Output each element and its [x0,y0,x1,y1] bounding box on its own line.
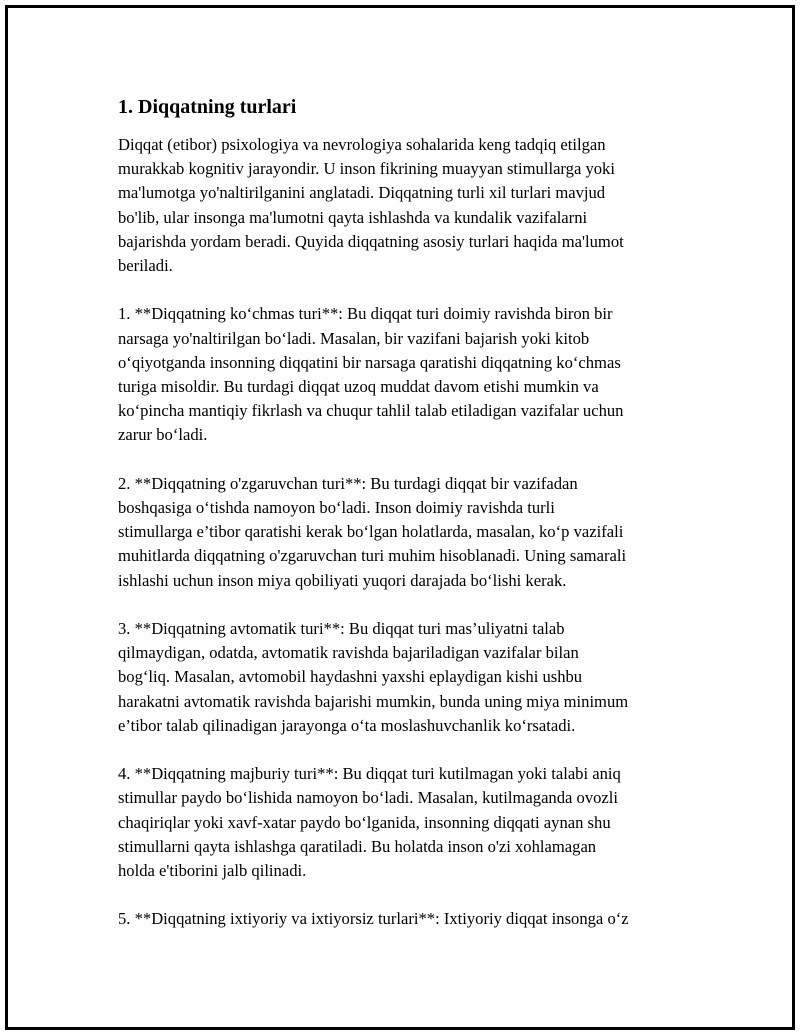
list-item-paragraph [118,907,688,931]
document-body [118,93,688,956]
paragraph-line: bo'lib, ular insonga ma'lumotni qayta ishlashda va kundalik vazifalarni [118,207,588,227]
paragraph-line: 2. **Diqqatning o'zgaruvchan turi**: Bu turdagi diqqat bir vazifadan [118,473,578,493]
paragraph-line: ishlashi uchun inson miya qobiliyati yuqori darajada bo‘lishi kerak. [118,570,567,590]
list-item-paragraph [118,762,688,883]
paragraph-line: bog‘liq. Masalan, avtomobil haydashni yaxshi eplaydigan kishi ushbu [118,667,583,687]
paragraph-line: qilmaydigan, odatda, avtomatik ravishda bajariladigan vazifalar bilan [118,643,579,663]
list-item-paragraph [118,302,688,447]
paragraph-line: ko‘pincha mantiqiy fikrlash va chuqur tahlil talab etiladigan vazifalar uchun [118,401,624,421]
section-heading: 1. Diqqatning turlari [118,96,297,118]
paragraph-line: murakkab kognitiv jarayondir. U inson fikrining muayyan stimullarga yoki [118,159,615,179]
paragraph-line: e’tibor talab qilinadigan jarayonga o‘ta moslashuvchanlik ko‘rsatadi. [118,715,576,735]
paragraph-line: 4. **Diqqatning majburiy turi**: Bu diqqat turi kutilmagan yoki talabi aniq [118,764,621,784]
paragraph-line: stimullarni qayta ishlashga qaratiladi. Bu holatda inson o'zi xohlamagan [118,836,597,856]
paragraph-line: 5. **Diqqatning ixtiyoriy va ixtiyorsiz turlari**: Ixtiyoriy diqqat insonga o‘z [118,909,629,929]
paragraph-line: beriladi. [118,256,173,276]
list-item-paragraph [118,472,688,593]
paragraph-line: boshqasiga o‘tishda namoyon bo‘ladi. Inson doimiy ravishda turli [118,498,555,518]
paragraph-line: zarur bo‘ladi. [118,425,208,445]
paragraph-line: 3. **Diqqatning avtomatik turi**: Bu diqqat turi mas’uliyatni talab [118,619,565,639]
intro-paragraph [118,133,688,278]
list-item-paragraph [118,617,688,738]
paragraph-line: narsaga yo'naltirilgan bo‘ladi. Masalan, bir vazifani bajarish yoki kitob [118,328,590,348]
paragraph-line: Diqqat (etibor) psixologiya va nevrologiya sohalarida keng tadqiq etilgan [118,135,606,154]
paragraph-line: o‘qiyotganda insonning diqqatini bir narsaga qaratishi diqqatning ko‘chmas [118,352,621,372]
paragraph-line: turiga misoldir. Bu turdagi diqqat uzoq muddat davom etishi mumkin va [118,377,599,397]
paragraph-line: bajarishda yordam beradi. Quyida diqqatning asosiy turlari haqida ma'lumot [118,231,624,251]
paragraph-line: chaqiriqlar yoki xavf-xatar paydo bo‘lganida, insonning diqqati aynan shu [118,812,611,832]
paragraph-line: stimullarga e’tibor qaratishi kerak bo‘lgan holatlarda, masalan, ko‘p vazifali [118,522,624,542]
paragraph-line: 1. **Diqqatning ko‘chmas turi**: Bu diqqat turi doimiy ravishda biron bir [118,304,613,324]
paragraph-line: holda e'tiborini jalb qilinadi. [118,861,307,881]
paragraph-line: stimullar paydo bo‘lishida namoyon bo‘ladi. Masalan, kutilmaganda ovozli [118,788,619,808]
paragraph-line: harakatni avtomatik ravishda bajarishi mumkin, bunda uning miya minimum [118,691,629,711]
paragraph-line: muhitlarda diqqatning o'zgaruvchan turi muhim hisoblanadi. Uning samarali [118,546,627,566]
paragraph-line: ma'lumotga yo'naltirilganini anglatadi. Diqqatning turli xil turlari mavjud [118,183,606,203]
